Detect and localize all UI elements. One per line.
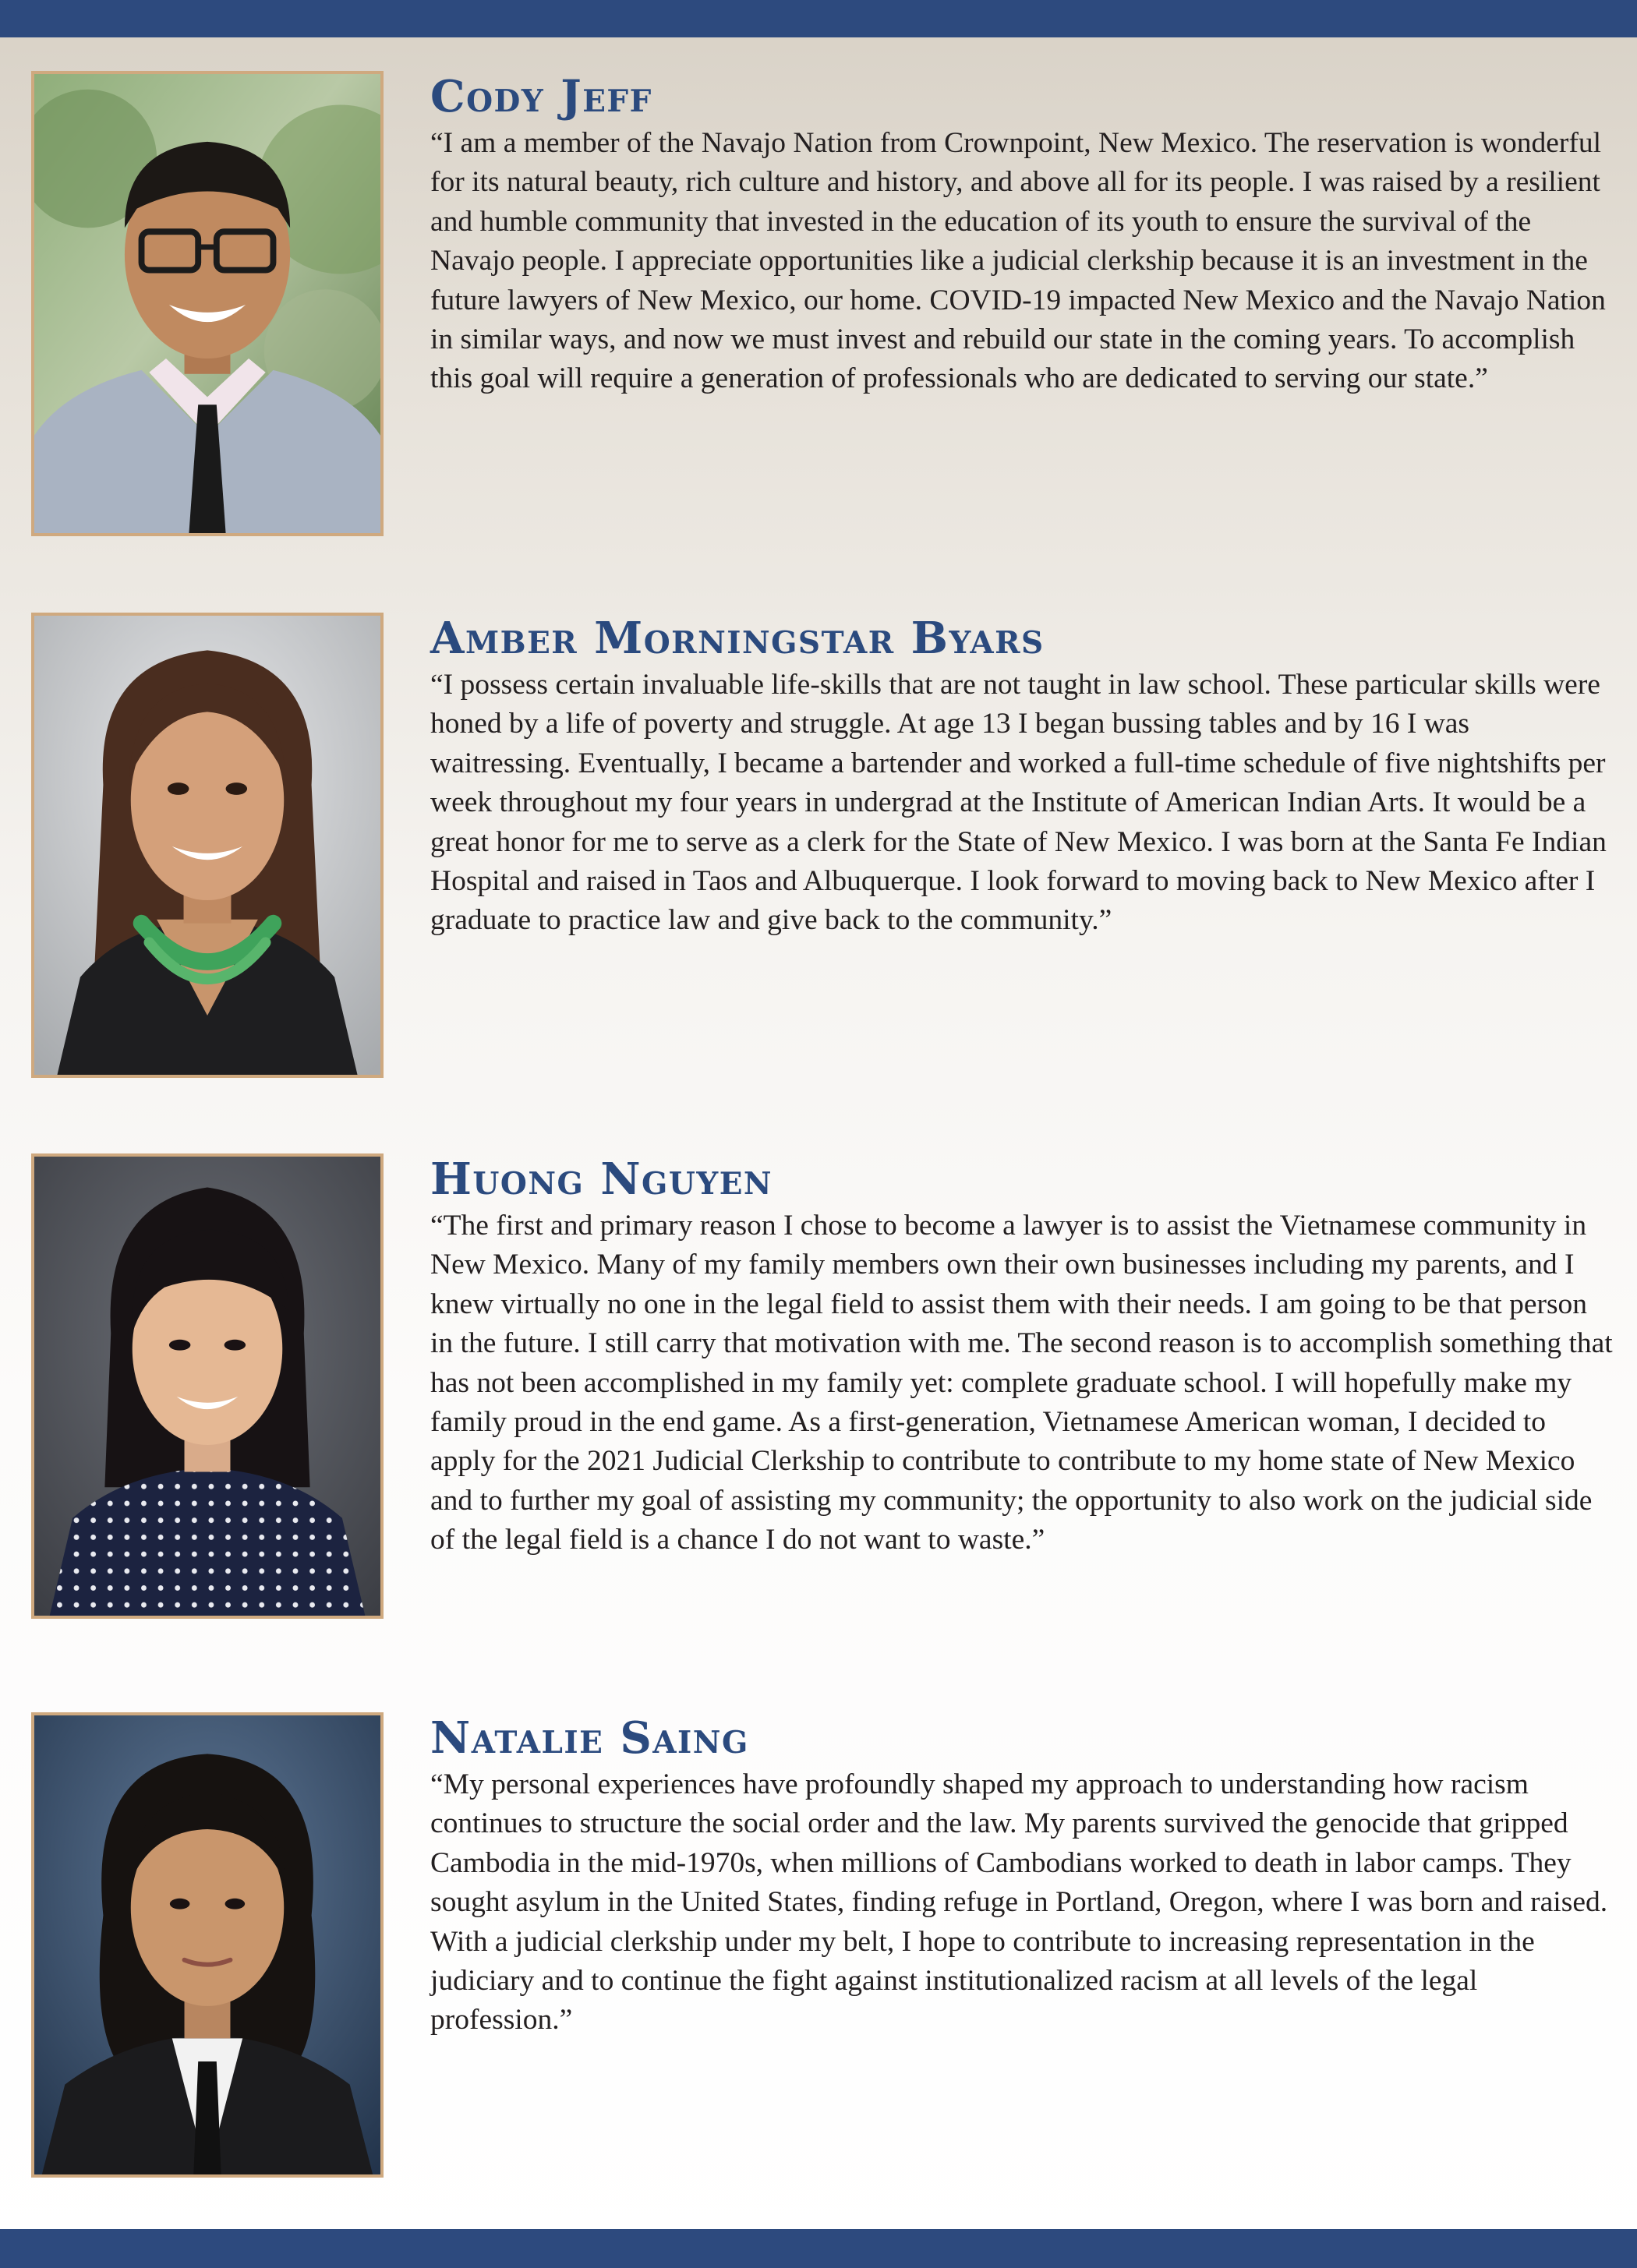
profile-name: Natalie Saing	[430, 1712, 749, 1764]
portrait-woman-polka-dot-icon	[31, 1153, 384, 1619]
profile-name: Huong Nguyen	[430, 1153, 773, 1205]
photo-natalie-saing	[34, 1715, 380, 2174]
profile-quote: “My personal experiences have profoundly shaped my approach to understanding how racism continues to structure the social order and the law. My parents survived the genocide that gripped Cambodia in the mid-1970s, when millions of Cambodians worked to death in labor camps. They sought asylum in the United States, finding refuge in Portland, Oregon, where I was born and raised. With a judicial clerkship under my belt, I hope to contribute to increasing representation in the judiciary and to continue the fight against institutionalized racism at all levels of the legal profession.”	[430, 1768, 1608, 2037]
portrait-woman-necklace-icon	[31, 613, 384, 1078]
photo-huong-nguyen	[34, 1157, 380, 1616]
photo-cody-jeff	[34, 74, 380, 533]
portrait-woman-suit-icon	[31, 1712, 384, 2178]
profile-name: Amber Morningstar Byars	[430, 613, 1045, 664]
profile-quote: “I am a member of the Navajo Nation from Crownpoint, New Mexico. The reservation is wonderful for its natural beauty, rich culture and history, and above all for its people. I was raised by a resilient and humble community that invested in the education of its youth to ensure the survival of the Navajo people. I appreciate opportunities like a judicial clerkship because it is an investment in the future lawyers of New Mexico, our home. COVID-19 impacted New Mexico and the Navajo Nation in similar ways, and now we must invest and rebuild our state in the coming years. To accomplish this goal will require a generation of professionals who are dedicated to serving our state.”	[430, 127, 1606, 395]
profile-name: Cody Jeff	[430, 71, 652, 122]
photo-amber-morningstar-byars	[34, 616, 380, 1075]
profile-text	[430, 71, 1614, 399]
profile-text	[430, 613, 1614, 941]
profile-text	[430, 1153, 1614, 1560]
portrait-man-glasses-icon	[31, 71, 384, 536]
bottom-band	[0, 2229, 1637, 2268]
profile-text	[430, 1712, 1614, 2040]
profile-quote: “I possess certain invaluable life-skills that are not taught in law school. These particular skills were honed by a life of poverty and struggle. At age 13 I began bussing tables and by 16 I was waitressing. Eventually, I became a bartender and worked a full-time schedule of five nightshifts per week throughout my four years in undergrad at the Institute of American Indian Arts. It would be a great honor for me to serve as a clerk for the State of New Mexico. I was born at the Santa Fe Indian Hospital and raised in Taos and Albuquerque. I look forward to moving back to New Mexico after I graduate to practice law and give back to the community.”	[430, 669, 1607, 937]
profile-quote: “The first and primary reason I chose to become a lawyer is to assist the Vietnamese community in New Mexico. Many of my family members own their own businesses including my parents, and I knew virtually no one in the legal field to assist them with their needs. I am going to be that person in the future. I still carry that motivation with me. The second reason is to accomplish something that has not been accomplished in my family yet: complete graduate school. I will hopefully make my family proud in the end game. As a first-generation, Vietnamese American woman, I decided to apply for the 2021 Judicial Clerkship to contribute to contribute to my home state of New Mexico and to further my goal of assisting my community; the opportunity to also work on the judicial side of the legal field is a chance I do not want to waste.”	[430, 1210, 1613, 1556]
top-band	[0, 0, 1637, 37]
